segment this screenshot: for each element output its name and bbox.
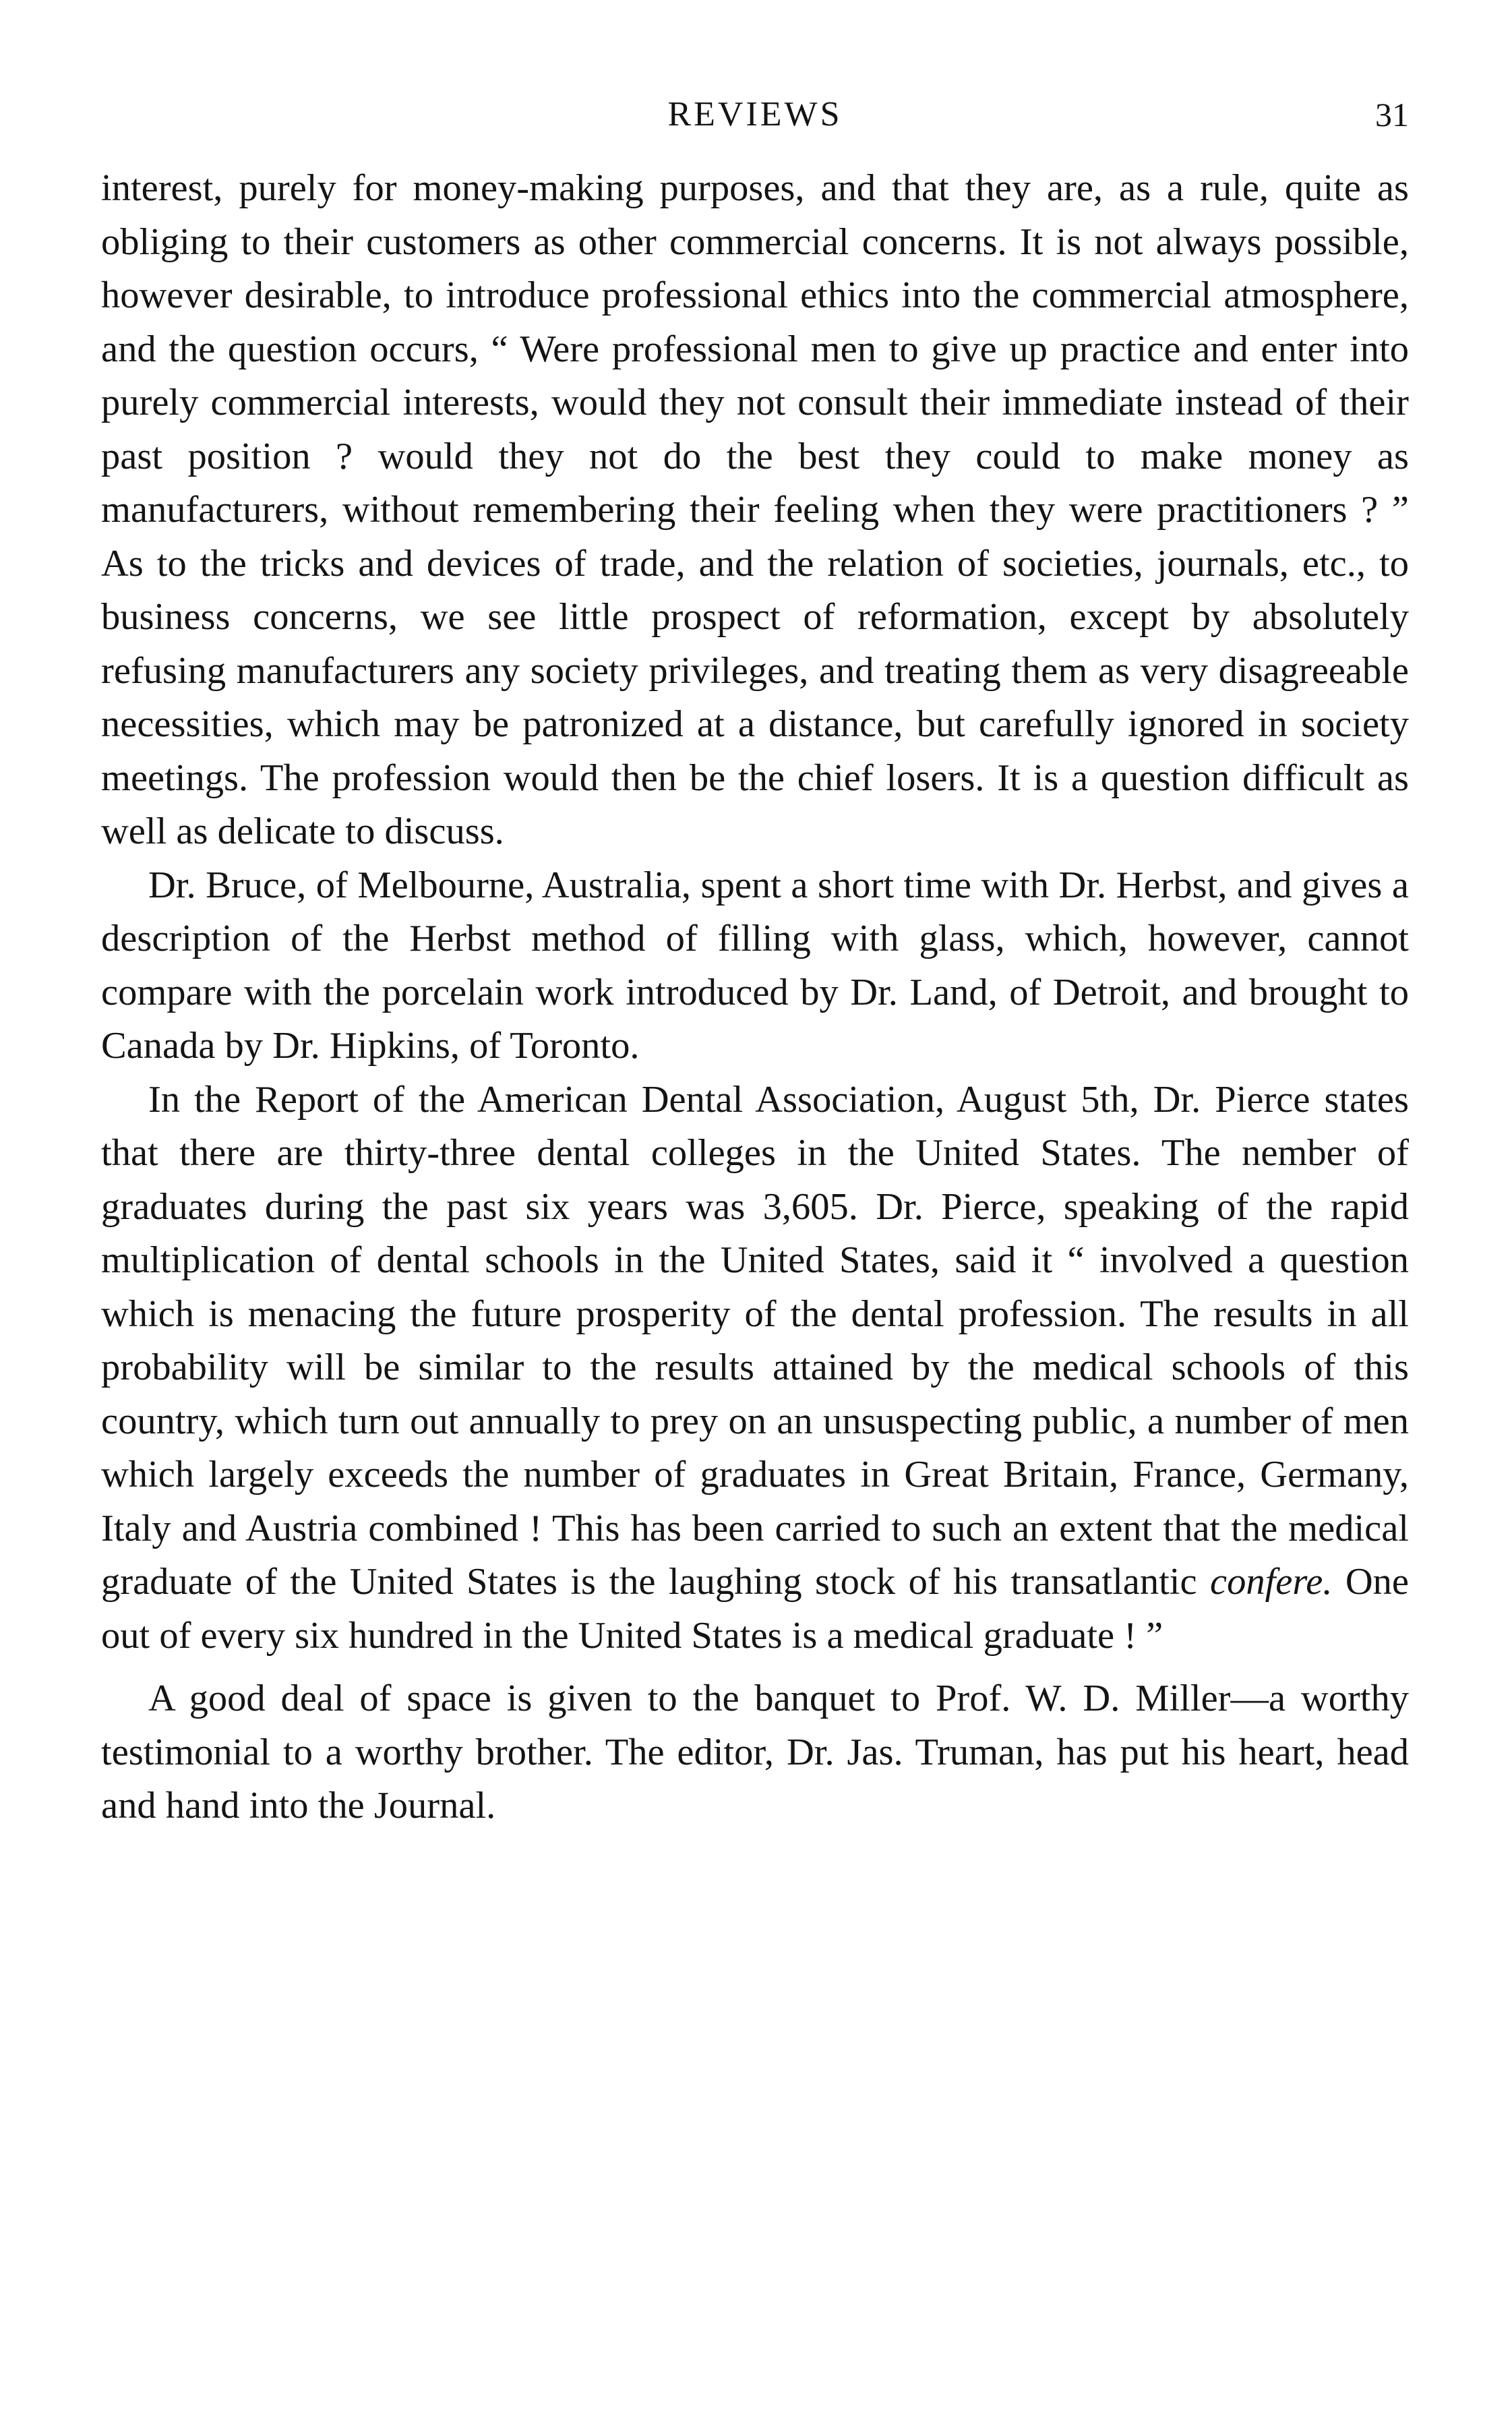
paragraph-dental-colleges: [101, 1073, 1409, 1663]
running-head: REVIEWS: [667, 95, 843, 134]
body-text: [101, 162, 1409, 1833]
document-page: [101, 94, 1409, 2373]
italic-confere: confere.: [1210, 1561, 1333, 1603]
paragraph-dental-colleges-ending: One out of every six hundred in the United States is a medical graduate ! ”: [101, 1561, 1409, 1657]
paragraph-commercial-ethics: interest, purely for money-making purposes, and that they are, as a rule, quite as obliging to their customers as other commercial concerns. It is not always possible, however desirable, to introduce professional ethics into the commercial atmosphere, and the question occurs, “ Were professional men to give up practice and enter into purely commercial interests, would they not consult their immediate instead of their past position ? would they not do the best they could to make money as manufacturers, without remembering their feeling when they were practitioners ? ” As to the tricks and devices of trade, and the relation of societies, journals, etc., to business concerns, we see little prospect of reformation, except by absolutely refusing manufacturers any society privileges, and treating them as very disagreeable necessities, which may be patronized at a distance, but carefully ignored in society meetings. The profession would then be the chief losers. It is a question difficult as well as delicate to discuss.: [101, 167, 1409, 852]
paragraph-herbst-method: Dr. Bruce, of Melbourne, Australia, spent a short time with Dr. Herbst, and gives a description of the Herbst method of filling with glass, which, however, cannot compare with the porcelain work introduced by Dr. Land, of Detroit, and brought to Canada by Dr. Hipkins, of Toronto.: [101, 864, 1409, 1067]
page-number: 31: [1375, 96, 1409, 134]
paragraph-dental-colleges-text: In the Report of the American Dental Association, August 5th, Dr. Pierce states that there are thirty-three dental colleges in the United States. The nember of graduates during the past six years was 3,605. Dr. Pierce, speaking of the rapid multiplication of dental schools in the United States, said it “ involved a question which is menacing the future prosperity of the dental profession. The results in all probability will be similar to the results attained by the medical schools of this country, which turn out annually to prey on an unsuspecting public, a number of men which largely exceeds the number of graduates in Great Britain, France, Germany, Italy and Austria combined ! This has been carried to such an extent that the medical graduate of the United States is the laughing stock of his transatlantic: [101, 1078, 1409, 1603]
page-header: [101, 94, 1409, 155]
paragraph-miller-banquet: A good deal of space is given to the banquet to Prof. W. D. Miller—a worthy testimonial to a worthy brother. The editor, Dr. Jas. Truman, has put his heart, head and hand into the Journal.: [101, 1678, 1409, 1827]
